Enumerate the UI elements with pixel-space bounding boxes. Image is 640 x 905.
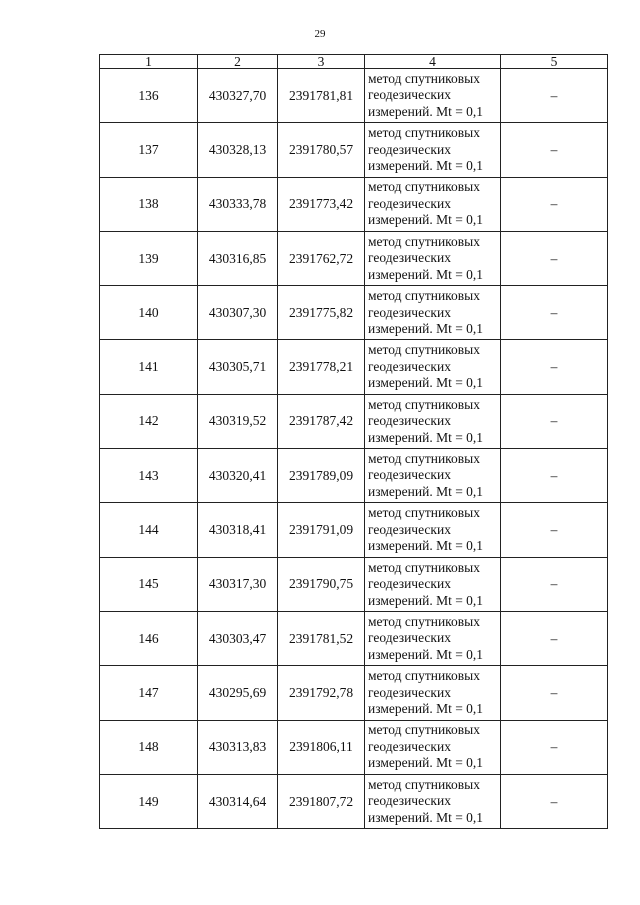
note-cell: – [501,286,608,340]
method-text-line: измерений. Mt = 0,1 [368,592,484,608]
method-cell [365,340,501,394]
note-cell: – [501,394,608,448]
point-number-cell: 143 [100,449,198,503]
point-number-cell: 136 [100,69,198,123]
x-coordinate-cell: 430314,64 [198,774,278,828]
method-cell [365,503,501,557]
y-coordinate-cell: 2391780,57 [278,123,365,177]
note-cell: – [501,666,608,720]
method-text-line: геодезических [368,521,451,537]
x-coordinate-cell: 430333,78 [198,177,278,231]
method-text-line: геодезических [368,467,451,483]
method-cell [365,123,501,177]
method-cell [365,720,501,774]
method-cell [365,286,501,340]
method-cell [365,394,501,448]
method-text-line: метод спутниковых [368,70,480,86]
table-row [100,611,608,665]
x-coordinate-cell: 430303,47 [198,611,278,665]
method-text-line: измерений. Mt = 0,1 [368,483,484,499]
method-text-line: метод спутниковых [368,613,480,629]
method-cell [365,449,501,503]
method-text-line: измерений. Mt = 0,1 [368,809,484,825]
method-text-line: измерений. Mt = 0,1 [368,103,484,119]
method-cell [365,666,501,720]
y-coordinate-cell: 2391787,42 [278,394,365,448]
method-text-line: измерений. Mt = 0,1 [368,701,484,717]
table-row [100,286,608,340]
method-text-line: метод спутниковых [368,288,480,304]
table-row [100,231,608,285]
method-text-line: измерений. Mt = 0,1 [368,755,484,771]
table-row [100,69,608,123]
method-cell [365,69,501,123]
column-header: 5 [501,55,608,69]
table-row [100,557,608,611]
method-text-line: метод спутниковых [368,505,480,521]
point-number-cell: 140 [100,286,198,340]
method-text-line: измерений. Mt = 0,1 [368,375,484,391]
column-header: 4 [365,55,501,69]
x-coordinate-cell: 430319,52 [198,394,278,448]
method-text-line: измерений. Mt = 0,1 [368,266,484,282]
x-coordinate-cell: 430305,71 [198,340,278,394]
table-row [100,449,608,503]
method-text-line: геодезических [368,738,451,754]
x-coordinate-cell: 430316,85 [198,231,278,285]
coordinates-table [99,54,608,829]
y-coordinate-cell: 2391778,21 [278,340,365,394]
point-number-cell: 146 [100,611,198,665]
y-coordinate-cell: 2391790,75 [278,557,365,611]
table-row [100,340,608,394]
y-coordinate-cell: 2391789,09 [278,449,365,503]
column-header: 2 [198,55,278,69]
point-number-cell: 144 [100,503,198,557]
table-header-row [100,55,608,69]
method-text-line: метод спутниковых [368,179,480,195]
table-row [100,177,608,231]
point-number-cell: 139 [100,231,198,285]
y-coordinate-cell: 2391762,72 [278,231,365,285]
method-text-line: метод спутниковых [368,776,480,792]
point-number-cell: 149 [100,774,198,828]
note-cell: – [501,177,608,231]
point-number-cell: 147 [100,666,198,720]
point-number-cell: 138 [100,177,198,231]
x-coordinate-cell: 430313,83 [198,720,278,774]
table-row [100,394,608,448]
method-text-line: метод спутниковых [368,396,480,412]
method-text-line: измерений. Mt = 0,1 [368,321,484,337]
method-text-line: геодезических [368,684,451,700]
x-coordinate-cell: 430328,13 [198,123,278,177]
table-row [100,666,608,720]
method-cell [365,774,501,828]
method-text-line: геодезических [368,195,451,211]
method-text-line: измерений. Mt = 0,1 [368,429,484,445]
method-text-line: измерений. Mt = 0,1 [368,538,484,554]
method-text-line: метод спутниковых [368,559,480,575]
y-coordinate-cell: 2391781,52 [278,611,365,665]
note-cell: – [501,123,608,177]
method-text-line: геодезических [368,576,451,592]
table-row [100,503,608,557]
point-number-cell: 142 [100,394,198,448]
method-text-line: геодезических [368,87,451,103]
column-header: 1 [100,55,198,69]
table-body [100,69,608,829]
y-coordinate-cell: 2391792,78 [278,666,365,720]
x-coordinate-cell: 430317,30 [198,557,278,611]
table-row [100,123,608,177]
note-cell: – [501,69,608,123]
method-text-line: геодезических [368,358,451,374]
y-coordinate-cell: 2391781,81 [278,69,365,123]
y-coordinate-cell: 2391807,72 [278,774,365,828]
method-cell [365,177,501,231]
method-text-line: геодезических [368,630,451,646]
point-number-cell: 137 [100,123,198,177]
method-text-line: метод спутниковых [368,450,480,466]
method-text-line: геодезических [368,413,451,429]
method-text-line: метод спутниковых [368,233,480,249]
point-number-cell: 141 [100,340,198,394]
table-row [100,720,608,774]
point-number-cell: 145 [100,557,198,611]
note-cell: – [501,557,608,611]
note-cell: – [501,449,608,503]
method-text-line: геодезических [368,304,451,320]
method-text-line: метод спутниковых [368,668,480,684]
note-cell: – [501,340,608,394]
page-number: 29 [314,28,326,40]
y-coordinate-cell: 2391775,82 [278,286,365,340]
method-cell [365,557,501,611]
method-text-line: измерений. Mt = 0,1 [368,212,484,228]
method-text-line: измерений. Mt = 0,1 [368,158,484,174]
point-number-cell: 148 [100,720,198,774]
note-cell: – [501,611,608,665]
x-coordinate-cell: 430320,41 [198,449,278,503]
x-coordinate-cell: 430307,30 [198,286,278,340]
note-cell: – [501,720,608,774]
note-cell: – [501,503,608,557]
method-cell [365,611,501,665]
method-text-line: метод спутниковых [368,342,480,358]
x-coordinate-cell: 430295,69 [198,666,278,720]
y-coordinate-cell: 2391791,09 [278,503,365,557]
note-cell: – [501,774,608,828]
y-coordinate-cell: 2391806,11 [278,720,365,774]
x-coordinate-cell: 430318,41 [198,503,278,557]
note-cell: – [501,231,608,285]
method-text-line: геодезических [368,793,451,809]
method-text-line: метод спутниковых [368,125,480,141]
table-row [100,774,608,828]
method-text-line: геодезических [368,250,451,266]
method-text-line: геодезических [368,141,451,157]
method-text-line: измерений. Mt = 0,1 [368,646,484,662]
column-header: 3 [278,55,365,69]
x-coordinate-cell: 430327,70 [198,69,278,123]
y-coordinate-cell: 2391773,42 [278,177,365,231]
method-cell [365,231,501,285]
method-text-line: метод спутниковых [368,722,480,738]
